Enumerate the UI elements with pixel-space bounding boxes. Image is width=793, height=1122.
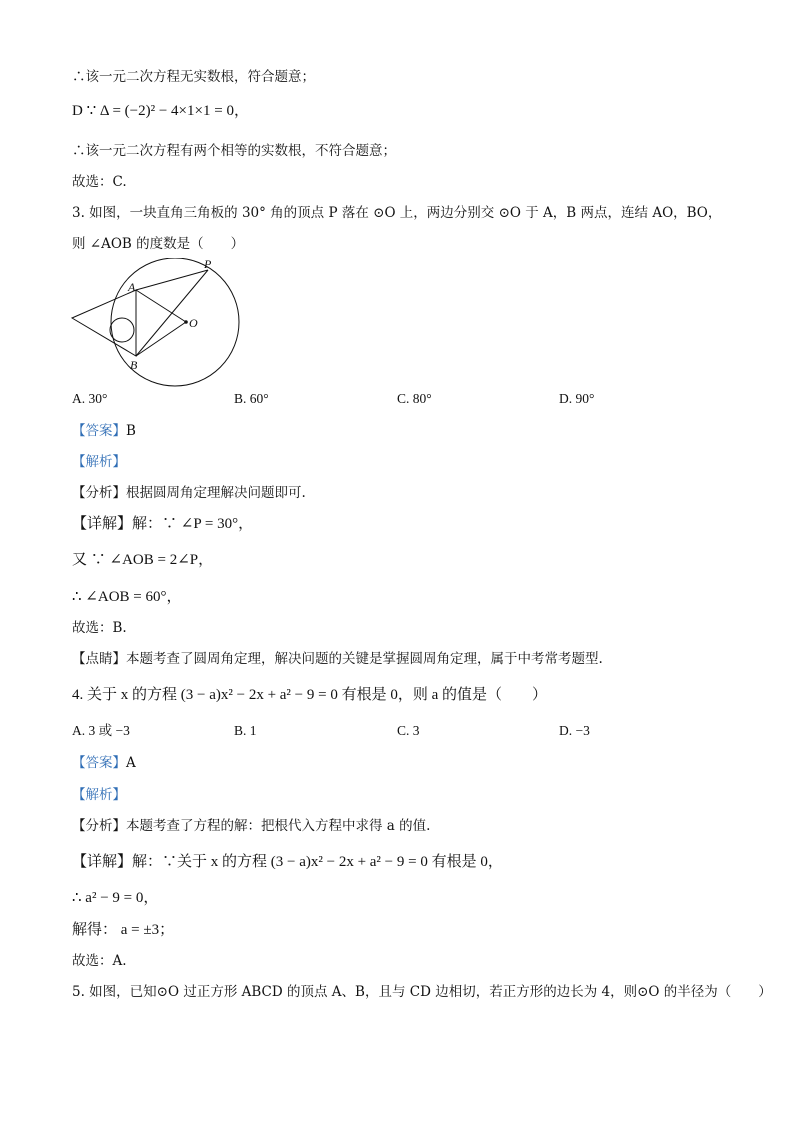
label-p: P <box>204 258 212 271</box>
q3-choose: 故选：B. <box>72 620 127 636</box>
q3-dianjing: 【点睛】本题考查了圆周角定理，解决问题的关键是掌握圆周角定理，属于中考常考题型. <box>72 651 603 667</box>
q3-option-d: D. 90° <box>559 391 595 406</box>
side-pa <box>136 270 208 290</box>
question-4-stem: 4. 关于 x 的方程 (3 − a)x² − 2x + a² − 9 = 0 有根是 0，则 a 的值是（ ） <box>72 687 548 703</box>
discriminant-line: D ∵ Δ = (−2)² − 4×1×1 = 0， <box>72 103 249 119</box>
label-b: B <box>130 358 138 372</box>
q4-option-d: D. −3 <box>559 723 590 738</box>
set-square-hole <box>110 318 134 342</box>
answer-value: B <box>126 423 136 439</box>
q3-option-c: C. 80° <box>397 391 432 406</box>
q4-fenxi: 【分析】本题考查了方程的解：把根代入方程中求得 a 的值. <box>72 818 431 834</box>
question-3-stem-cont: 则 ∠AOB 的度数是（ ） <box>72 236 245 252</box>
question-5-stem: 5. 如图，已知⊙O 过正方形 ABCD 的顶点 A、B，且与 CD 边相切，若正方形的边长为 4，则⊙O 的半径为（ ） <box>72 984 772 1000</box>
text-line: ∴该一元二次方程无实数根，符合题意； <box>72 69 315 85</box>
q3-step-3: ∴ ∠AOB = 60°， <box>72 589 182 605</box>
center-point-o <box>184 320 188 324</box>
label-a: A <box>128 280 136 294</box>
q3-option-a: A. 30° <box>72 391 108 406</box>
q3-analysis-tag: 【解析】 <box>72 454 126 470</box>
choice-line: 故选：C. <box>72 174 127 190</box>
set-square-outline <box>72 290 136 356</box>
q4-step-3: 解得： a = ±3； <box>72 922 175 938</box>
q3-option-b: B. 60° <box>234 391 269 406</box>
question-3-figure <box>68 258 258 388</box>
q4-answer-line <box>72 754 136 772</box>
answer-tag: 【答案】 <box>72 755 126 771</box>
q4-option-a: A. 3 或 −3 <box>72 723 130 738</box>
q4-option-c: C. 3 <box>397 723 420 738</box>
answer-value: A <box>126 755 136 771</box>
q3-step-2: 又 ∵ ∠AOB = 2∠P， <box>72 552 214 568</box>
answer-tag: 【答案】 <box>72 423 126 439</box>
segment-bo <box>136 322 186 356</box>
label-o: O <box>189 316 198 330</box>
q3-answer-line <box>72 422 136 440</box>
q4-analysis-tag: 【解析】 <box>72 787 126 803</box>
text-line: ∴该一元二次方程有两个相等的实数根，不符合题意； <box>72 143 396 159</box>
q4-step-2: ∴ a² − 9 = 0， <box>72 890 159 906</box>
q4-xiangjie: 【详解】解：∵关于 x 的方程 (3 − a)x² − 2x + a² − 9 = 0 有根是 0， <box>72 854 503 870</box>
triangle-circle-diagram <box>68 258 258 388</box>
q3-fenxi: 【分析】根据圆周角定理解决问题即可. <box>72 485 306 501</box>
q4-choose: 故选：A. <box>72 953 127 969</box>
q4-option-b: B. 1 <box>234 723 257 738</box>
question-3-stem: 3. 如图，一块直角三角板的 30° 角的顶点 P 落在 ⊙O 上，两边分别交 ⊙O 于 A，B 两点，连结 AO，BO， <box>72 205 722 221</box>
q3-xiangjie: 【详解】解：∵ ∠P = 30°， <box>72 516 254 532</box>
